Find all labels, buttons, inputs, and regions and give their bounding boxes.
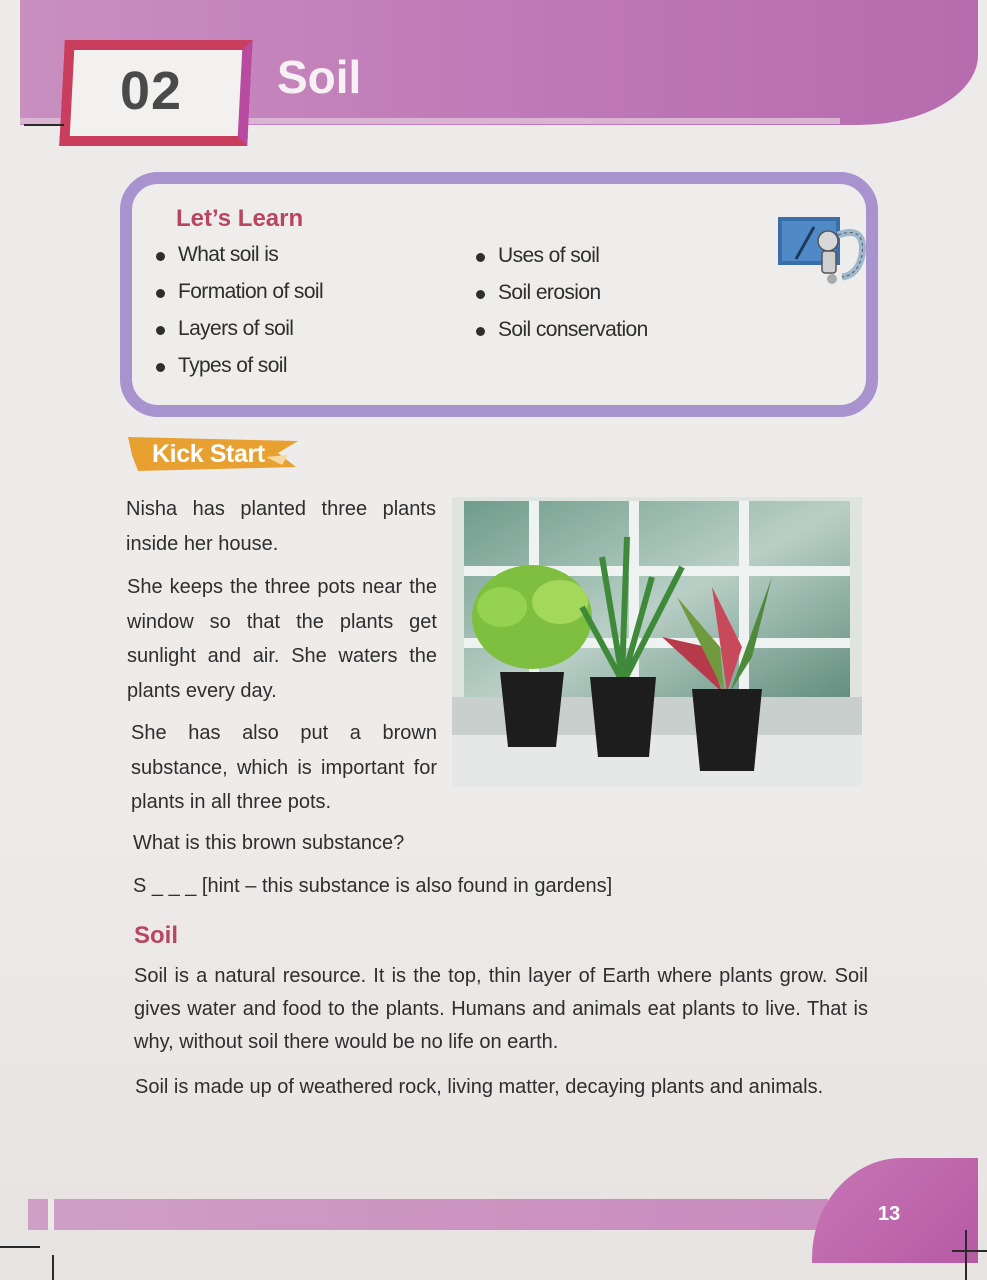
- lets-learn-list-left: [156, 243, 323, 391]
- crop-mark: [952, 1250, 987, 1252]
- list-item: Soil conservation: [476, 318, 648, 355]
- list-item: Types of soil: [156, 354, 323, 391]
- kick-start-paragraph: Nisha has planted three plants inside her house.: [126, 498, 436, 555]
- section-paragraph: Soil is a natural resource. It is the top, thin layer of Earth where plants grow. Soil gives water and food to the plants. Humans and animals eat plants to live. That is why, without soil there would be no life on earth.: [134, 965, 868, 1053]
- footer-bar: [28, 1199, 828, 1230]
- section-heading: Soil: [134, 922, 179, 949]
- kick-start-paragraph: She keeps the three pots near the window so that the plants get sunlight and air. She waters the plants every day.: [127, 576, 437, 702]
- robot-painter-icon: [776, 215, 872, 287]
- crop-mark: [965, 1230, 967, 1280]
- list-item: What soil is: [156, 243, 323, 280]
- lets-learn-list-right: [476, 244, 648, 355]
- list-item: Soil erosion: [476, 281, 648, 318]
- list-item: Formation of soil: [156, 280, 323, 317]
- potted-plants-photo: [452, 497, 862, 787]
- kick-start-label: Kick Start: [152, 440, 265, 468]
- kick-start-hint: S _ _ _ [hint – this substance is also found in gardens]: [133, 875, 613, 897]
- kick-start-question: What is this brown substance?: [133, 832, 405, 854]
- kick-start-paragraph: She has also put a brown substance, which is important for plants in all three pots.: [131, 722, 437, 813]
- crop-mark: [24, 124, 64, 126]
- chapter-title: Soil: [277, 51, 362, 103]
- chapter-number: 02: [120, 61, 183, 121]
- crop-mark: [52, 1255, 54, 1280]
- crop-mark: [0, 1246, 40, 1248]
- lets-learn-title: Let’s Learn: [176, 205, 304, 232]
- list-item: Uses of soil: [476, 244, 648, 281]
- list-item: Layers of soil: [156, 317, 323, 354]
- page-number: 13: [878, 1203, 901, 1225]
- section-paragraph: Soil is made up of weathered rock, living matter, decaying plants and animals.: [135, 1076, 824, 1098]
- footer-bar-divider: [48, 1199, 54, 1230]
